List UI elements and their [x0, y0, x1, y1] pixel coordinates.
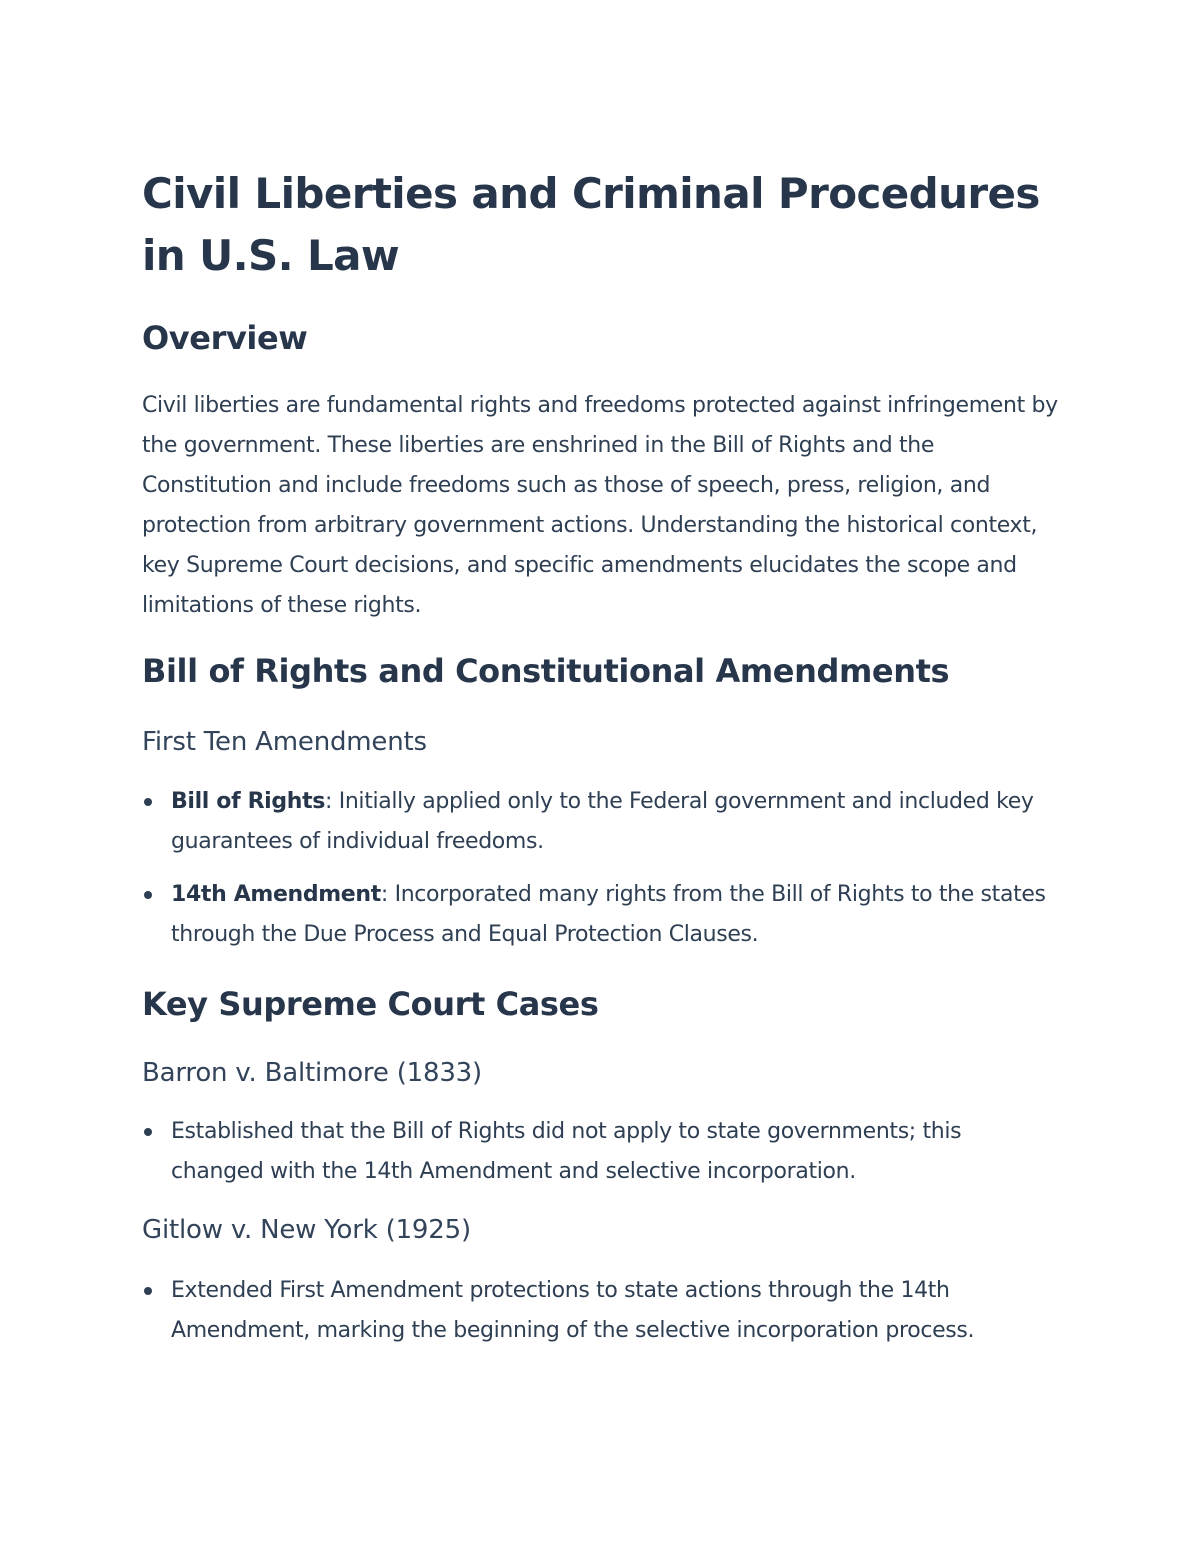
- list-item-separator: :: [380, 882, 388, 907]
- list-item-text: Established that the Bill of Rights did not apply to state governments; this changed with the 14th Amendment and selective incorporation.: [171, 1119, 962, 1184]
- list-item-term: Bill of Rights: [171, 789, 325, 814]
- list-item: [142, 782, 1052, 862]
- bullet-icon: [144, 891, 152, 899]
- barron-points-list: [142, 1112, 1052, 1192]
- list-item: [142, 1112, 1052, 1192]
- case-title-barron: Barron v. Baltimore (1833): [142, 1058, 482, 1088]
- case-title-gitlow: Gitlow v. New York (1925): [142, 1215, 471, 1245]
- bullet-icon: [144, 1287, 152, 1295]
- bullet-icon: [144, 798, 152, 806]
- bill-of-rights-heading: Bill of Rights and Constitutional Amendments: [142, 652, 950, 690]
- list-item-separator: :: [325, 789, 333, 814]
- list-item: [142, 1271, 1052, 1351]
- gitlow-points-list: [142, 1271, 1052, 1351]
- list-item-text: Initially applied only to the Federal government and included key guarantees of individual freedoms.: [171, 789, 1034, 854]
- list-item-term: 14th Amendment: [171, 882, 381, 907]
- list-item-text: Extended First Amendment protections to state actions through the 14th Amendment, marking the beginning of the selective incorporation process.: [171, 1278, 975, 1343]
- first-ten-amendments-subheading: First Ten Amendments: [142, 727, 427, 757]
- key-cases-heading: Key Supreme Court Cases: [142, 985, 599, 1023]
- document-title: Civil Liberties and Criminal Procedures in U.S. Law: [142, 169, 1040, 280]
- overview-paragraph: Civil liberties are fundamental rights and freedoms protected against infringement by the government. These liberties are enshrined in the Bill of Rights and the Constitution and include freedoms such as those of speech, press, religion, and protection from arbitrary government actions. Understanding the historical context, key Supreme Court decisions, and specific amendments elucidates the scope and limitations of these rights.: [142, 393, 1058, 618]
- overview-heading: Overview: [142, 319, 308, 357]
- list-item-text: Incorporated many rights from the Bill of Rights to the states through the Due Process and Equal Protection Clauses.: [171, 882, 1046, 947]
- amendments-list: [142, 782, 1052, 955]
- bullet-icon: [144, 1128, 152, 1136]
- list-item: [142, 875, 1052, 955]
